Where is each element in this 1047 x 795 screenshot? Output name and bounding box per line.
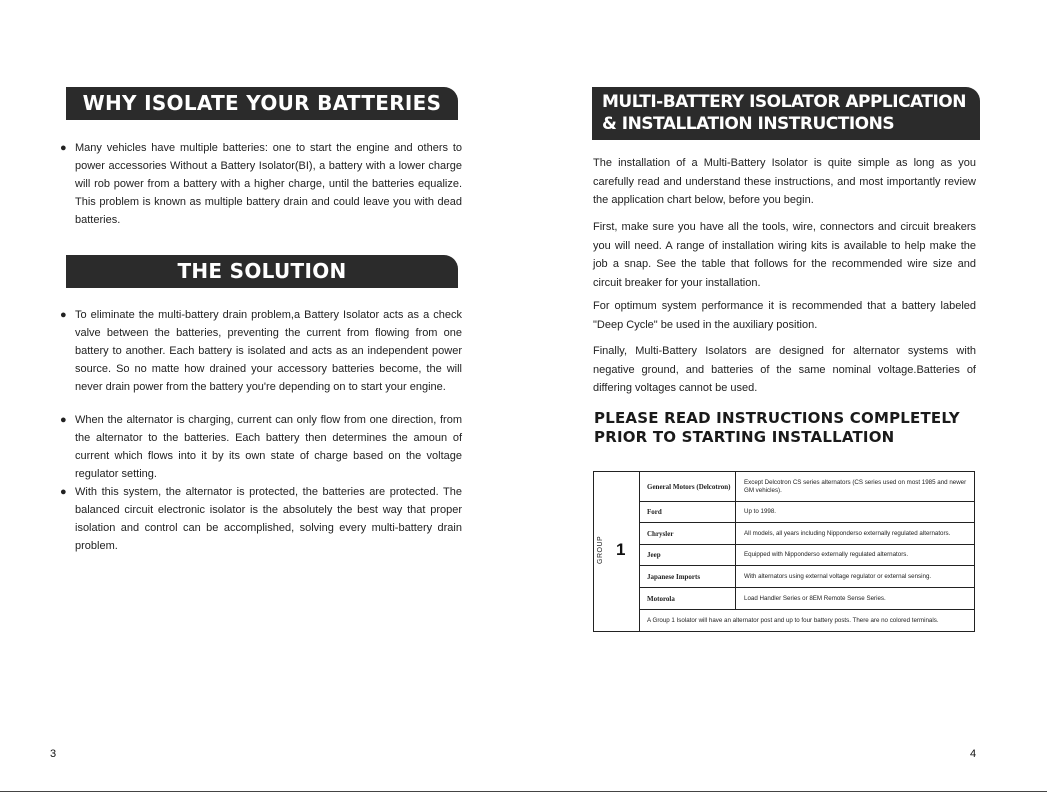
bullet-text: Many vehicles have multiple batteries: one to start the engine and others to power accessories Without a Battery Isolator(BI), a battery with a lower charge will rob power from a battery with a higher charge, until the batteries equalize. This problem is known as multiple battery drain and could leave you with dead batteries. (75, 142, 462, 226)
make-cell: Motorola (639, 588, 736, 609)
bullet-icon: ● (60, 486, 67, 498)
bottom-divider (0, 791, 1047, 792)
table-row (639, 523, 974, 545)
make-cell: Jeep (639, 545, 736, 565)
table-row (639, 472, 974, 502)
bullet-icon: ● (60, 309, 67, 321)
tools-paragraph: First, make sure you have all the tools, wire, connectors and circuit breakers you will need. A range of installation wiring kits is available to help make the job a snap. See the table that follows for the recommended wire size and circuit breaker for your installation. (593, 221, 976, 289)
table-footer: A Group 1 Isolator will have an alternator post and up to four battery posts. There are no colored terminals. (647, 617, 939, 624)
bullet-text: When the alternator is charging, current can only flow from one direction, from the alternator to the batteries. Each battery then determines the amoun of current which flows into it by its own state of charge based on the voltage regulator setting. (75, 414, 462, 480)
make-cell: General Motors (Delcotron) (639, 472, 736, 501)
notice-line2: PRIOR TO STARTING INSTALLATION (594, 428, 895, 446)
notice-line1: PLEASE READ INSTRUCTIONS COMPLETELY (594, 409, 960, 427)
bullet-text: To eliminate the multi-battery drain problem,a Battery Isolator acts as a check valve between the batteries, preventing the current from flowing from one battery to another. Each battery is isolated and acts as an independent power source. So no matte how drained your accessory batteries become, the will never drain power from the battery you're depending on to start your engine. (75, 309, 462, 393)
group-label: GROUP (597, 535, 604, 564)
bullet-paragraph (60, 139, 462, 229)
page-number-right: 4 (970, 748, 977, 760)
banner-title-line2: & INSTALLATION INSTRUCTIONS (602, 114, 895, 134)
intro-paragraph: The installation of a Multi-Battery Isolator is quite simple as long as you carefully read and understand these instructions, and most importantly review the application chart below, before you begin. (593, 157, 976, 206)
section-title: THE SOLUTION (177, 259, 347, 283)
group-cell (594, 472, 640, 631)
bullet-paragraph (60, 411, 462, 483)
table-row (639, 566, 974, 588)
section-title: WHY ISOLATE YOUR BATTERIES (82, 91, 442, 115)
deep-cycle-paragraph: For optimum system performance it is recommended that a battery labeled "Deep Cycle" be used in the auxiliary position. (593, 300, 976, 331)
application-table (593, 471, 975, 632)
note-cell: All models, all years including Nipponderso externally regulated alternators. (744, 529, 951, 537)
installation-banner (592, 87, 980, 140)
page-number-left: 3 (50, 748, 57, 760)
make-cell: Chrysler (639, 523, 736, 544)
note-cell: Up to 1998. (744, 508, 776, 515)
note-cell: Load Handler Series or 8EM Remote Sense Series. (744, 594, 886, 602)
why-isolate-banner (66, 87, 458, 120)
bullet-icon: ● (60, 414, 67, 426)
bullet-paragraph (60, 306, 462, 396)
bullet-paragraph (60, 483, 462, 555)
banner-title-line1: MULTI-BATTERY ISOLATOR APPLICATION (602, 92, 966, 112)
note-cell: With alternators using external voltage regulator or external sensing. (744, 572, 932, 580)
notice-heading (594, 409, 984, 447)
make-cell: Japanese Imports (639, 566, 736, 587)
table-row (639, 545, 974, 566)
bullet-icon: ● (60, 142, 67, 154)
bullet-text: With this system, the alternator is protected, the batteries are protected. The balanced circuit electronic isolator is the absolutely the best way that proper isolation and control can be accomplished, solving every multi-battery drain problem. (75, 486, 462, 552)
note-cell: Equipped with Nipponderso externally regulated alternators. (744, 551, 909, 558)
group-number: 1 (616, 540, 626, 559)
solution-banner (66, 255, 458, 288)
note-cell: Except Delcotron CS series alternators (CS series used on most 1985 and newer GM vehicles). (744, 478, 967, 494)
make-cell: Ford (639, 502, 736, 522)
table-row (639, 502, 974, 523)
table-row (639, 588, 974, 610)
ground-paragraph: Finally, Multi-Battery Isolators are designed for alternator systems with negative ground, and batteries of the same nominal voltage.Batteries of differing voltages cannot be used. (593, 345, 976, 394)
